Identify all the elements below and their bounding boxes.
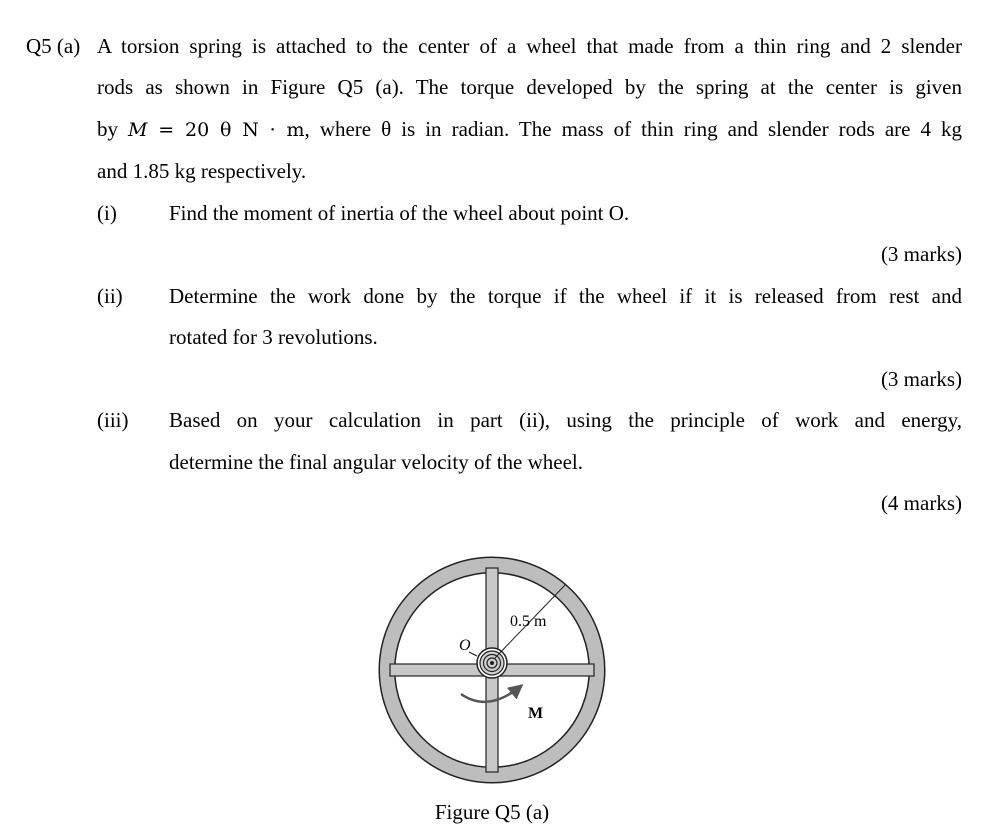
part-ii-line-2: rotated for 3 revolutions. <box>169 325 378 349</box>
part-i-text: Find the moment of inertia of the wheel about point O. <box>169 201 630 225</box>
part-iii-marks: (4 marks) <box>880 491 962 515</box>
radius-label: 0.5 m <box>510 613 547 630</box>
intro-line-3 <box>97 116 962 143</box>
part-iii-number: (iii) <box>97 408 129 432</box>
part-i-marks: (3 marks) <box>880 242 962 266</box>
center-label: O <box>459 637 471 654</box>
figure-caption: Figure Q5 (a) <box>434 800 550 824</box>
torque-equation <box>128 119 305 141</box>
moment-label: M <box>528 705 544 722</box>
part-i-number: (i) <box>97 201 117 225</box>
part-iii-line-2: determine the final angular velocity of the wheel. <box>169 450 584 474</box>
part-ii-number: (ii) <box>97 284 123 308</box>
intro-line-3-suffix: , where θ is in radian. The mass of thin ring and slender rods are 4 kg <box>304 117 962 141</box>
intro-line-2: rods as shown in Figure Q5 (a). The torque developed by the spring at the center is given <box>97 75 962 99</box>
equation-variable: M <box>128 119 148 141</box>
part-ii-line-1: Determine the work done by the torque if the wheel if it is released from rest and <box>169 284 962 308</box>
question-label: Q5 (a) <box>26 34 81 58</box>
equation-rhs: = 20 θ N · m <box>158 119 305 141</box>
intro-line-3-prefix: by <box>97 117 118 141</box>
intro-line-4: and 1.85 kg respectively. <box>97 159 307 183</box>
part-ii-marks: (3 marks) <box>880 367 962 391</box>
wheel-figure <box>370 548 614 792</box>
intro-line-1: A torsion spring is attached to the center of a wheel that made from a thin ring and 2 slender <box>97 34 962 58</box>
part-iii-line-1: Based on your calculation in part (ii), using the principle of work and energy, <box>169 408 962 432</box>
